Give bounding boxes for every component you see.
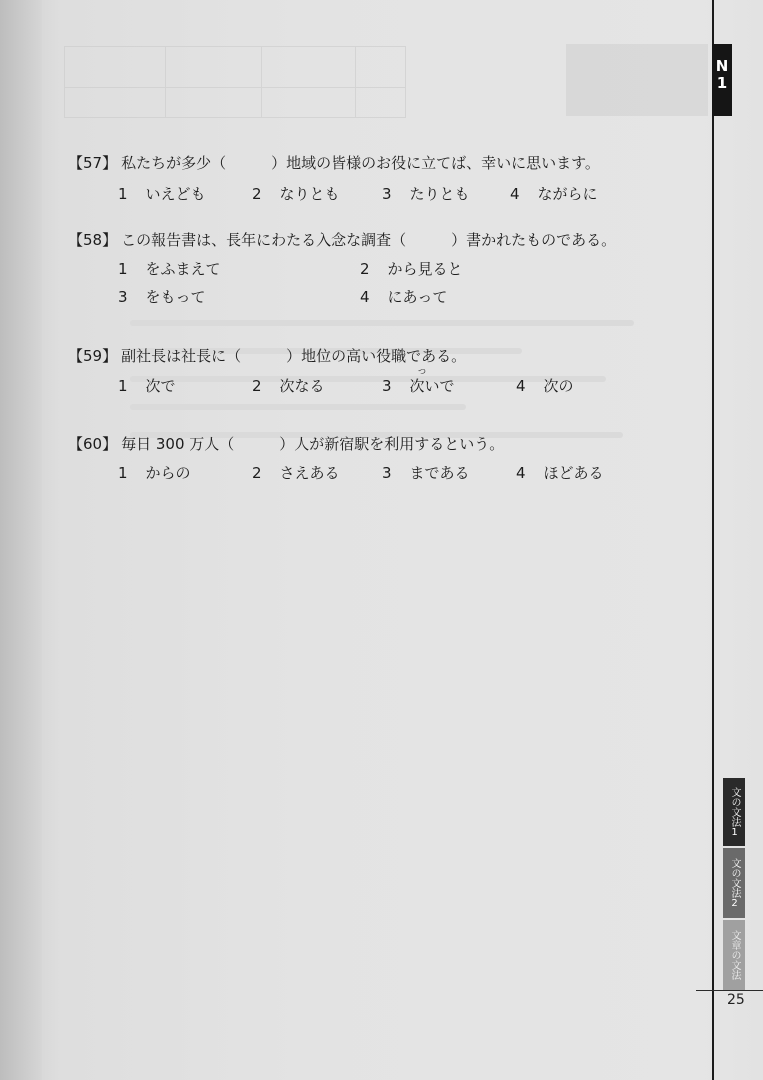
- page-edge-rule: [712, 0, 714, 1080]
- question-57: [68, 152, 600, 173]
- section-tab-2[interactable]: 文の文法2: [723, 848, 745, 918]
- question-text: 毎日 300 万人（ ）人が新宿駅を利用するという。: [121, 435, 505, 453]
- option-3[interactable]: 3 をもって: [118, 288, 206, 306]
- option-2[interactable]: 2 なりとも: [252, 185, 340, 203]
- furigana: つ: [418, 367, 426, 376]
- question-text: 副社長は社長に（ ）地位の高い役職である。: [121, 347, 467, 365]
- binding-shadow: [0, 0, 42, 1080]
- option-4[interactable]: 4 次の: [516, 377, 574, 395]
- question-number: 【57】: [68, 154, 118, 172]
- question-60: [68, 433, 504, 454]
- question-number: 【59】: [68, 347, 118, 365]
- question-59: [68, 345, 466, 366]
- bleed-through-box: [566, 44, 708, 116]
- option-3[interactable]: 3 たりとも: [382, 185, 470, 203]
- option-4[interactable]: 4 ほどある: [516, 464, 604, 482]
- option-1[interactable]: 1 をふまえて: [118, 260, 221, 278]
- option-2[interactable]: 2 次なる: [252, 377, 325, 395]
- page-number-rule: [696, 990, 763, 991]
- level-tab-number: 1: [716, 74, 728, 92]
- option-1[interactable]: 1 次で: [118, 377, 176, 395]
- section-tab-3[interactable]: 文章の文法: [723, 920, 745, 990]
- question-text: この報告書は、長年にわたる入念な調査（ ）書かれたものである。: [121, 231, 617, 249]
- bleed-through-table: [64, 46, 406, 118]
- page-number: 25: [727, 992, 745, 1008]
- question-number: 【60】: [68, 435, 118, 453]
- question-58: [68, 229, 616, 250]
- level-tab: [712, 44, 732, 116]
- level-tab-letter: N: [715, 57, 729, 75]
- question-text: 私たちが多少（ ）地域の皆様のお役に立てば、幸いに思います。: [121, 154, 600, 172]
- option-1[interactable]: 1 からの: [118, 464, 191, 482]
- option-4[interactable]: 4 ながらに: [510, 185, 598, 203]
- option-2[interactable]: 2 から見ると: [360, 260, 463, 278]
- option-3[interactable]: 3 まである: [382, 464, 470, 482]
- section-tab-1[interactable]: 文の文法1: [723, 778, 745, 846]
- option-2[interactable]: 2 さえある: [252, 464, 340, 482]
- option-3[interactable]: 3 次いで: [382, 377, 455, 395]
- question-number: 【58】: [68, 231, 118, 249]
- option-4[interactable]: 4 にあって: [360, 288, 448, 306]
- option-1[interactable]: 1 いえども: [118, 185, 206, 203]
